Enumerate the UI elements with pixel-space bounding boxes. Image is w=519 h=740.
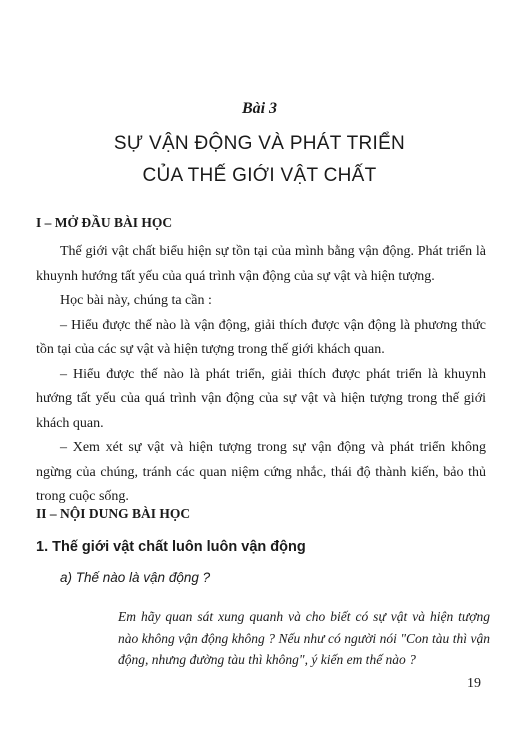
section-heading-content: II – NỘI DUNG BÀI HỌC [36, 506, 191, 521]
page-number: 19 [467, 676, 481, 691]
lesson-title-line-2: CỦA THẾ GIỚI VẬT CHẤT [142, 165, 377, 186]
subsub-title: a) Thế nào là vận động ? [60, 570, 211, 585]
objective-item: – Hiểu được thế nào là phát triển, giải thích được phát triển là khuynh hướng tất yếu của quá trình vận động của sự vật và hiện tượng trong thế giới khách quan. [36, 366, 486, 431]
intro-paragraph: Học bài này, chúng ta cần : [60, 293, 212, 308]
lesson-title [0, 128, 519, 192]
objective-item: – Xem xét sự vật và hiện tượng trong sự vận động và phát triển không ngừng của chúng, tránh các quan niệm cứng nhắc, thái độ thành kiến, bảo thủ trong cuộc sống. [36, 440, 486, 504]
subsection-title: 1. Thế giới vật chất luôn luôn vận động [36, 539, 306, 555]
objective-item: – Hiểu được thế nào là vận động, giải thích được vận động là phương thức tồn tại của các sự vật và hiện tượng trong thế giới khách quan. [36, 317, 486, 357]
intro-body [36, 240, 486, 510]
intro-paragraph: Thế giới vật chất biểu hiện sự tồn tại của mình bằng vận động. Phát triển là khuynh hướng tất yếu của quá trình vận động của sự vật và hiện tượng. [36, 244, 486, 284]
lesson-title-line-1: SỰ VẬN ĐỘNG VÀ PHÁT TRIỂN [113, 133, 406, 154]
lesson-number: Bài 3 [241, 100, 278, 117]
discussion-question: Em hãy quan sát xung quanh và cho biết có sự vật và hiện tượng nào không vận động không ? Nếu như có người nói "Con tàu thì vận động, nhưng đường tàu thì không", ý kiến em thế nào ? [118, 609, 490, 667]
section-heading-intro: I – MỞ ĐẦU BÀI HỌC [36, 215, 173, 230]
